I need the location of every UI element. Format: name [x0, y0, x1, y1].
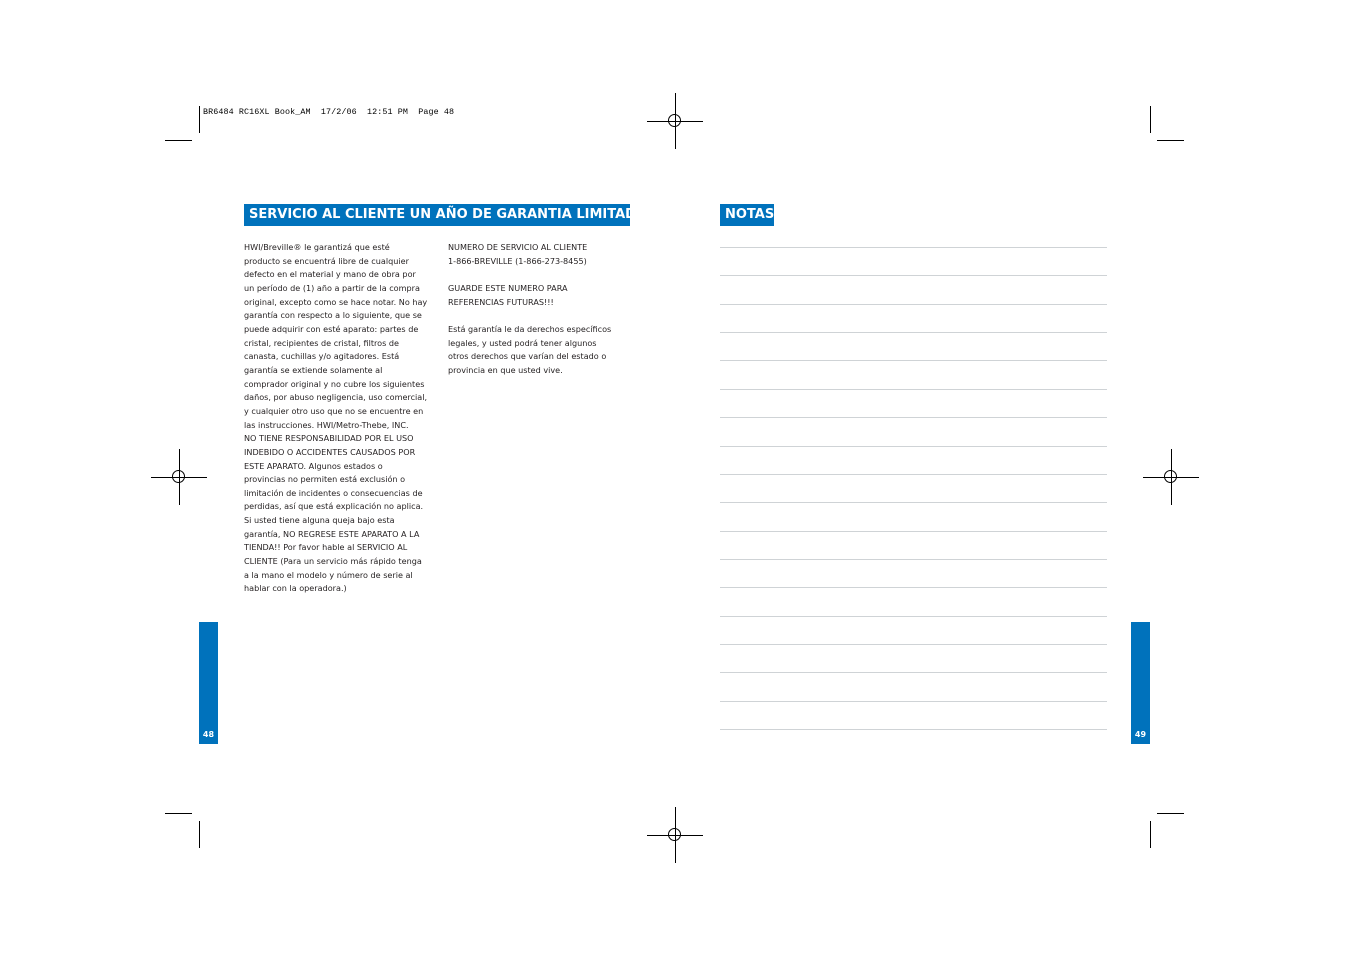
text-line: hablar con la operadora.): [244, 583, 347, 594]
note-line: [720, 417, 1107, 418]
note-line: [720, 616, 1107, 617]
notes-heading: NOTAS: [720, 204, 774, 226]
text-line: REFERENCIAS FUTURAS!!!: [448, 296, 554, 307]
note-line: [720, 304, 1107, 305]
registration-mark-left: [151, 449, 207, 505]
registration-mark-top: [647, 93, 703, 149]
paragraph-gap: [448, 309, 611, 323]
text-line: canasta, cuchillas y/o agitadores. Está: [244, 351, 400, 362]
registration-mark-right: [1143, 449, 1199, 505]
note-line: [720, 446, 1107, 447]
note-line: [720, 332, 1107, 333]
text-line: perdidas, así que está explicación no aplica.: [244, 501, 424, 512]
text-line: cristal, recipientes de cristal, filtros de: [244, 337, 400, 348]
crop-mark: [1150, 106, 1151, 133]
text-line: comprador original y no cubre los siguientes: [244, 378, 425, 389]
text-line: defecto en el material y mano de obra por: [244, 269, 416, 280]
text-line: garantía se extiende solamente al: [244, 364, 383, 375]
note-line: [720, 672, 1107, 673]
text-line: garantía con respecto a lo siguiente, que se: [244, 310, 422, 321]
registration-mark-bottom: [647, 807, 703, 863]
crop-mark: [1157, 140, 1184, 141]
note-line: [720, 587, 1107, 588]
crop-mark: [165, 140, 192, 141]
text-line: producto se encuentrá libre de cualquier: [244, 255, 409, 266]
note-line: [720, 559, 1107, 560]
printer-slug: BR6484 RC16XL Book_AM 17/2/06 12:51 PM Page 48: [203, 107, 455, 117]
text-line: NUMERO DE SERVICIO AL CLIENTE: [448, 242, 588, 252]
text-line: provincia en que usted vive.: [448, 364, 563, 375]
crop-mark: [1150, 821, 1151, 848]
warranty-heading: SERVICIO AL CLIENTE UN AÑO DE GARANTIA LIMITADA: [244, 204, 630, 226]
note-line: [720, 531, 1107, 532]
text-line: legales, y usted podrá tener algunos: [448, 337, 597, 348]
note-line: [720, 502, 1107, 503]
text-line: Si usted tiene alguna queja bajo esta: [244, 515, 395, 526]
text-line: garantía, NO REGRESE ESTE APARATO A LA: [244, 528, 420, 539]
warranty-text-column-1: [244, 241, 427, 596]
page-number-right: 49: [1134, 730, 1147, 739]
text-line: las instrucciones. HWI/Metro-Thebe, INC.: [244, 419, 409, 430]
crop-mark: [199, 821, 200, 848]
paragraph-gap: [448, 268, 611, 282]
text-line: HWI/Breville® le garantizá que esté: [244, 242, 390, 252]
text-line: INDEBIDO O ACCIDENTES CAUSADOS POR: [244, 446, 416, 457]
page-number-left: 48: [202, 730, 215, 739]
text-line: puede adquirir con esté aparato: partes de: [244, 323, 419, 334]
warranty-text-column-2: [448, 241, 611, 378]
text-line: ESTE APARATO. Algunos estados o: [244, 460, 383, 471]
text-line: provincias no permiten está exclusión o: [244, 474, 406, 485]
note-line: [720, 389, 1107, 390]
crop-mark: [199, 106, 200, 133]
note-line: [720, 360, 1107, 361]
note-line: [720, 701, 1107, 702]
text-line: otros derechos que varían del estado o: [448, 351, 607, 362]
text-line: Está garantía le da derechos específicos: [448, 323, 612, 334]
note-line: [720, 729, 1107, 730]
text-line: limitación de incidentes o consecuencias de: [244, 487, 423, 498]
crop-mark: [1157, 813, 1184, 814]
text-line: GUARDE ESTE NUMERO PARA: [448, 282, 568, 293]
text-line: TIENDA!! Por favor hable al SERVICIO AL: [244, 542, 408, 553]
text-line: original, excepto como se hace notar. No hay: [244, 296, 428, 307]
text-line: CLIENTE (Para un servicio más rápido tenga: [244, 556, 422, 567]
text-line: a la mano el modelo y número de serie al: [244, 569, 413, 580]
text-line: NO TIENE RESPONSABILIDAD POR EL USO: [244, 433, 414, 444]
text-line: 1-866-BREVILLE (1-866-273-8455): [448, 255, 587, 266]
note-line: [720, 275, 1107, 276]
page-tab-right: [1131, 622, 1150, 744]
note-line: [720, 474, 1107, 475]
page-tab-left: [199, 622, 218, 744]
text-line: daños, por abuso negligencia, uso comercial,: [244, 392, 428, 403]
text-line: y cualquier otro uso que no se encuentre en: [244, 405, 424, 416]
text-line: un período de (1) año a partir de la compra: [244, 282, 420, 293]
note-line: [720, 644, 1107, 645]
crop-mark: [165, 813, 192, 814]
note-line: [720, 247, 1107, 248]
